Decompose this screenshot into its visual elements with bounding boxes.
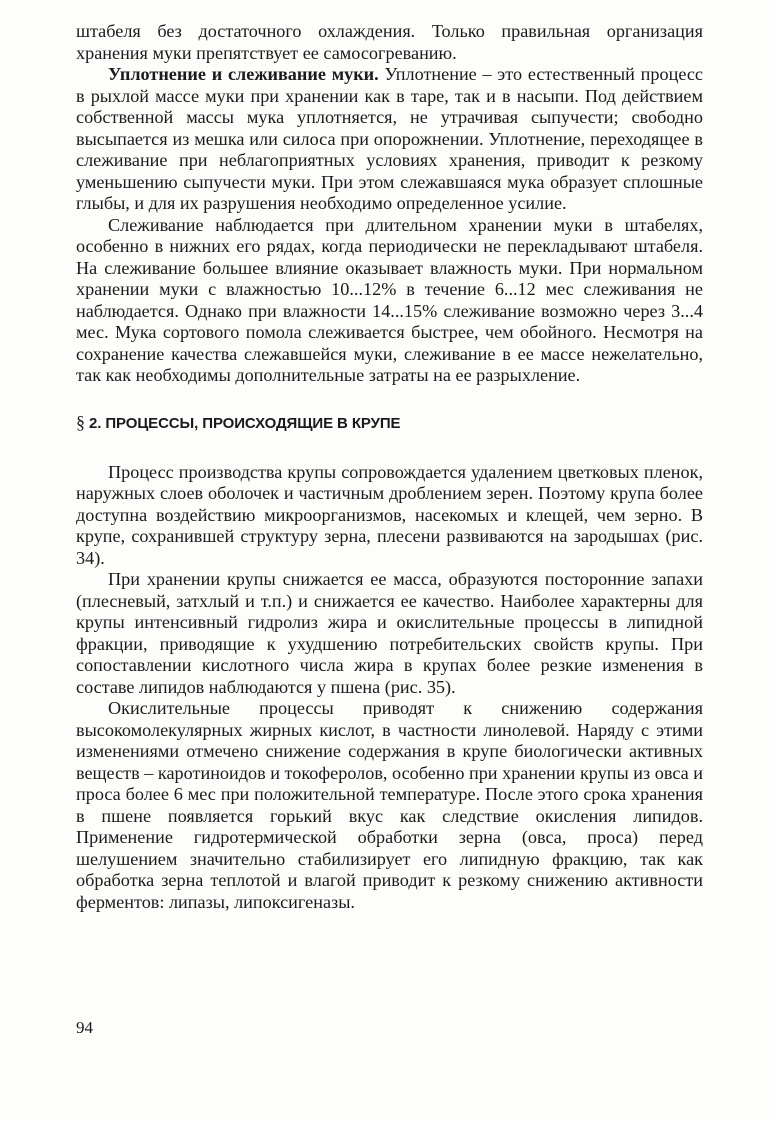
page-number: 94	[76, 1018, 93, 1037]
paragraph-caking: Слеживание наблюдается при длительном хранении муки в штабелях, особенно в нижних его рядах, когда периодически не перекладывают штабеля. На слеживание большее влияние оказывает влажность муки. При нормальном хранении муки с влажностью 10...12% в течение 6...12 мес слеживания не наблюдается. Однако при влажности 14...15% слеживание возможно через 3...4 мес. Мука сортового помола слеживается быстрее, чем обойного. Несмотря на сохранение качества слежавшейся муки, слеживание в ее массе нежелательно, так как необходимы дополнительные затраты на ее разрыхление.	[76, 214, 703, 385]
section-title: 2. ПРОЦЕССЫ, ПРОИСХОДЯЩИЕ В КРУПЕ	[88, 414, 401, 432]
paragraph-continuation: штабеля без достаточного охлаждения. Только правильная организация хранения муки препятствует ее самосогреванию.	[76, 21, 703, 63]
paragraph-groats-storage: При хранении крупы снижается ее масса, образуются посторонние запахи (плесневый, затхлый и т.п.) и снижается ее качество. Наиболее характерны для крупы интенсивный гидролиз жира и окислительные процессы в липидной фракции, приводящие к ухудшению потребительских свойств крупы. При сопоставлении кислотного числа жира в крупах более резкие изменения в составе липидов наблюдаются у пшена (рис. 35).	[76, 569, 703, 697]
paragraph-compaction	[76, 64, 703, 215]
section-symbol: §	[76, 411, 85, 432]
paragraph-oxidation: Окислительные процессы приводят к снижению содержания высокомолекулярных жирных кислот, в частности линолевой. Наряду с этими изменениями отмечено снижение содержания в крупе биологически активных веществ – каротиноидов и токоферолов, особенно при хранении крупы из овса и проса более 6 мес при положительной температуре. После этого срока хранения в пшене появляется горький вкус как следствие окисления липидов. Применение гидротермической обработки зерна (овса, проса) перед шелушением значительно стабилизирует его липидную фракцию, так как обработка зерна теплотой и влагой приводит к резкому снижению активности ферментов: липазы, липоксигеназы.	[76, 698, 703, 912]
paragraph-compaction-text: Уплотнение – это естественный процесс в рыхлой массе муки при хранении как в таре, так и в насыпи. Под действием собственной массы мука уплотняется, не утрачивая сыпучести; свободно высыпается из мешка или силоса при опорожнении. Уплотнение, переходящее в слеживание при неблагоприятных условиях хранения, приводит к резкому уменьшению сыпучести муки. При этом слежавшаяся мука образует сплошные глыбы, и для их разрушения необходимо определенное усилие.	[76, 64, 704, 213]
paragraph-groats-production: Процесс производства крупы сопровождается удалением цветковых пленок, наружных слоев оболочек и частичным дроблением зерен. Поэтому крупа более доступна воздействию микроорганизмов, насекомых и клещей, чем зерно. В крупе, сохранившей структуру зерна, плесени развиваются на зародышах (рис. 34).	[76, 461, 703, 568]
page-content	[76, 21, 703, 913]
section-heading	[76, 412, 703, 434]
runin-heading: Уплотнение и слеживание муки.	[108, 64, 379, 84]
